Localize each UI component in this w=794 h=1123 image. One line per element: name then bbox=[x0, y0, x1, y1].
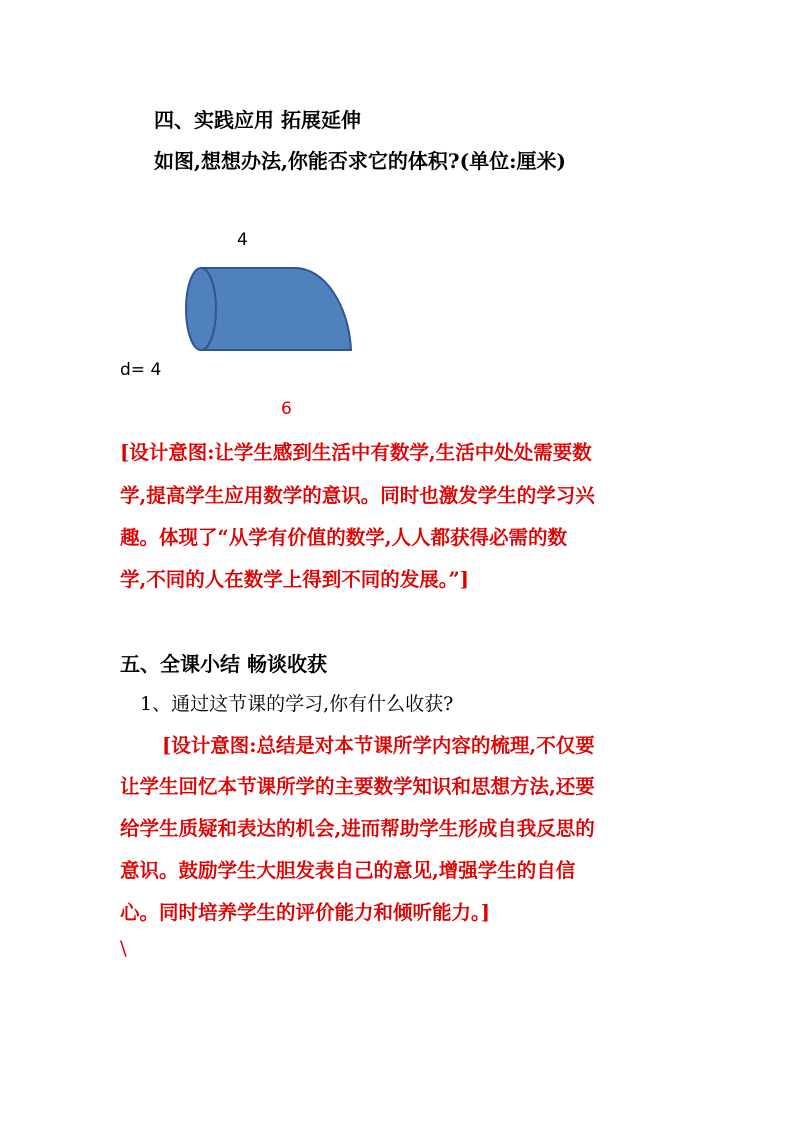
design-note-1-line: 趣。体现了“从学有价值的数学,人人都获得必需的数 bbox=[120, 526, 568, 549]
design-note-1-line: 学,不同的人在数学上得到不同的发展。”] bbox=[120, 568, 469, 591]
design-note-1-line: [设计意图:让学生感到生活中有数学,生活中处处需要数 bbox=[120, 441, 592, 464]
section4-heading: 四、实践应用 拓展延伸 bbox=[154, 108, 361, 132]
figure-length-label: 4 bbox=[237, 230, 248, 250]
cut-cylinder-figure bbox=[183, 266, 357, 354]
design-note-2-line: [设计意图:总结是对本节课所学内容的梳理,不仅要 bbox=[162, 734, 595, 757]
design-note-2-line: 给学生质疑和表达的机会,进而帮助学生形成自我反思的 bbox=[120, 817, 595, 840]
stray-mark: \ bbox=[120, 936, 127, 960]
design-note-2-line: 心。同时培养学生的评价能力和倾听能力。] bbox=[120, 901, 490, 924]
design-note-1-line: 学,提高学生应用数学的意识。同时也激发学生的学习兴 bbox=[120, 484, 595, 507]
cylinder-body bbox=[201, 268, 351, 350]
section5-item-1: 1、通过这节课的学习,你有什么收获? bbox=[140, 693, 454, 715]
figure-bottom-label: 6 bbox=[281, 399, 292, 419]
section5-heading: 五、全课小结 畅谈收获 bbox=[120, 652, 327, 676]
design-note-2-line: 让学生回忆本节课所学的主要数学知识和思想方法,还要 bbox=[120, 775, 595, 798]
section4-question: 如图,想想办法,你能否求它的体积?(单位:厘米) bbox=[154, 149, 566, 173]
design-note-2-line: 意识。鼓励学生大胆发表自己的意见,增强学生的自信 bbox=[120, 859, 576, 882]
cylinder-end-face bbox=[186, 268, 216, 350]
figure-diameter-label: d= 4 bbox=[120, 360, 162, 380]
